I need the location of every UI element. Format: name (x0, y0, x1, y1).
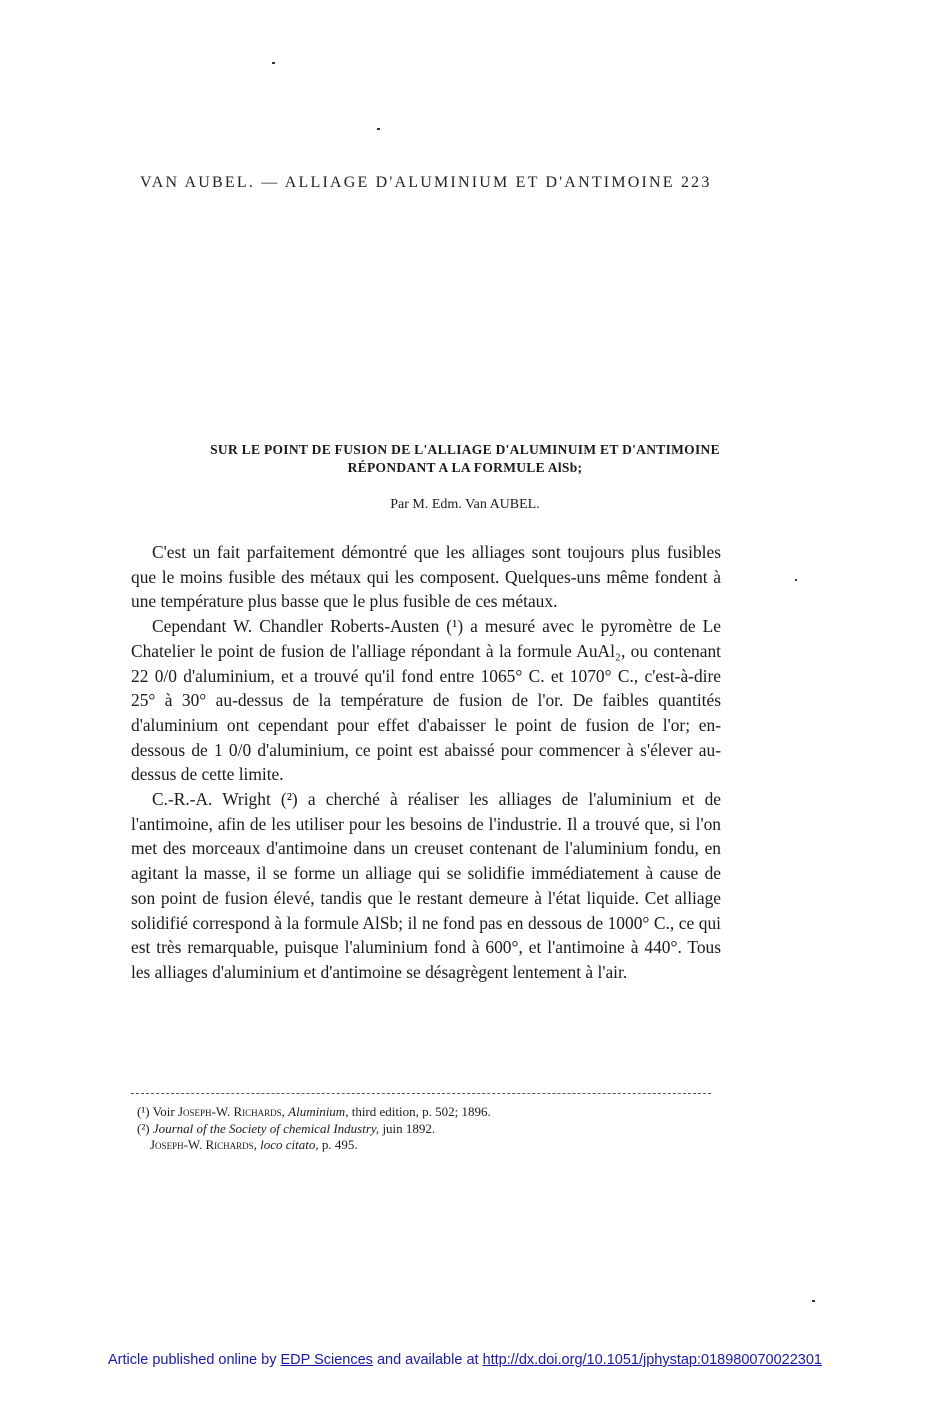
footnote-2 (137, 1121, 727, 1138)
paragraph: Cependant W. Chandler Roberts-Austen (¹) a mesuré avec le pyromètre de Le Chatelier le point de fusion de l'alliage répondant à la formule AuAl₂, ou contenant 22 0/0 d'aluminium, et a trouvé qu'il fond entre 1065° C. et 1070° C., c'est-à-dire 25° à 30° au-dessus de la température de fusion de l'or. De faibles quantités d'aluminium ont cependant pour effet d'abaisser le point de fusion de l'or; en-dessous de 1 0/0 d'aluminium, ce point est abaissé pour commencer à s'élever au-dessus de cette limite. (131, 616, 721, 785)
footnote-author: Joseph-W. Richards, (177, 1104, 285, 1119)
footnote-text: third edition, p. 502; 1896. (351, 1104, 491, 1119)
footnote-1 (137, 1104, 727, 1121)
paragraph: C.-R.-A. Wright (²) a cherché à réaliser les alliages de l'aluminium et de l'antimoine, afin de les utiliser pour les besoins de l'industrie. Il a trouvé que, si l'on met des morceaux d'antimoine dans un creuset contenant de l'aluminium fondu, en agitant la masse, il se forme un alliage qui se solidifie immédiatement à cause de son point de fusion élevé, tandis que le restant demeure à l'état liquide. Cet alliage solidifié correspond à la formule AlSb; il ne fond pas en dessous de 1000° C., ce qui est très remarquable, puisque l'aluminium fond à 600°, et l'antimoine à 440°. Tous les alliages d'aluminium et d'antimoine se désagrègent lentement à l'air. (131, 789, 721, 982)
article-title-line-1: SUR LE POINT DE FUSION DE L'ALLIAGE D'ALUMINUIM ET D'ANTIMOINE (210, 442, 720, 457)
footnote-text: Voir (152, 1104, 175, 1119)
scan-speck (272, 62, 275, 64)
footnote-text: p. 495. (321, 1137, 358, 1152)
scan-speck (377, 128, 380, 130)
scan-speck (795, 579, 797, 581)
scan-speck (812, 1300, 815, 1302)
publication-notice (0, 1352, 930, 1368)
article-title-line-2: RÉPONDANT A LA FORMULE AlSb; (347, 460, 583, 475)
notice-text: and available at (376, 1352, 479, 1368)
article-body (131, 540, 721, 985)
footnote-work: Journal of the Society of chemical Industry, (152, 1120, 380, 1136)
footnote-text: juin 1892. (382, 1120, 436, 1136)
running-head: VAN AUBEL. — ALLIAGE D'ALUMINIUM ET D'ANTIMOINE 223 (140, 174, 712, 191)
footnote-marker: (²) (137, 1120, 150, 1136)
footnote-work: loco citato, (260, 1137, 319, 1152)
notice-text: Article published online by (108, 1352, 277, 1368)
footnote-work: Aluminium, (288, 1104, 349, 1119)
paragraph: C'est un fait parfaitement démontré que les alliages sont toujours plus fusibles que le moins fusible des métaux qui les composent. Quelques-uns même fondent à une température plus basse que le plus fusible de ces métaux. (131, 542, 721, 612)
footnote-separator (131, 1093, 711, 1094)
doi-link[interactable]: http://dx.doi.org/10.1051/jphystap:018980070022301 (482, 1352, 822, 1368)
article-title (100, 441, 830, 477)
footnotes (137, 1104, 727, 1154)
article-author: Par M. Edm. Van AUBEL. (390, 497, 540, 512)
footnote-author: Joseph-W. Richards, (150, 1137, 257, 1152)
publisher-link[interactable]: EDP Sciences (280, 1352, 373, 1368)
footnote-2-continued (137, 1137, 727, 1154)
footnote-marker: (¹) (137, 1104, 150, 1119)
